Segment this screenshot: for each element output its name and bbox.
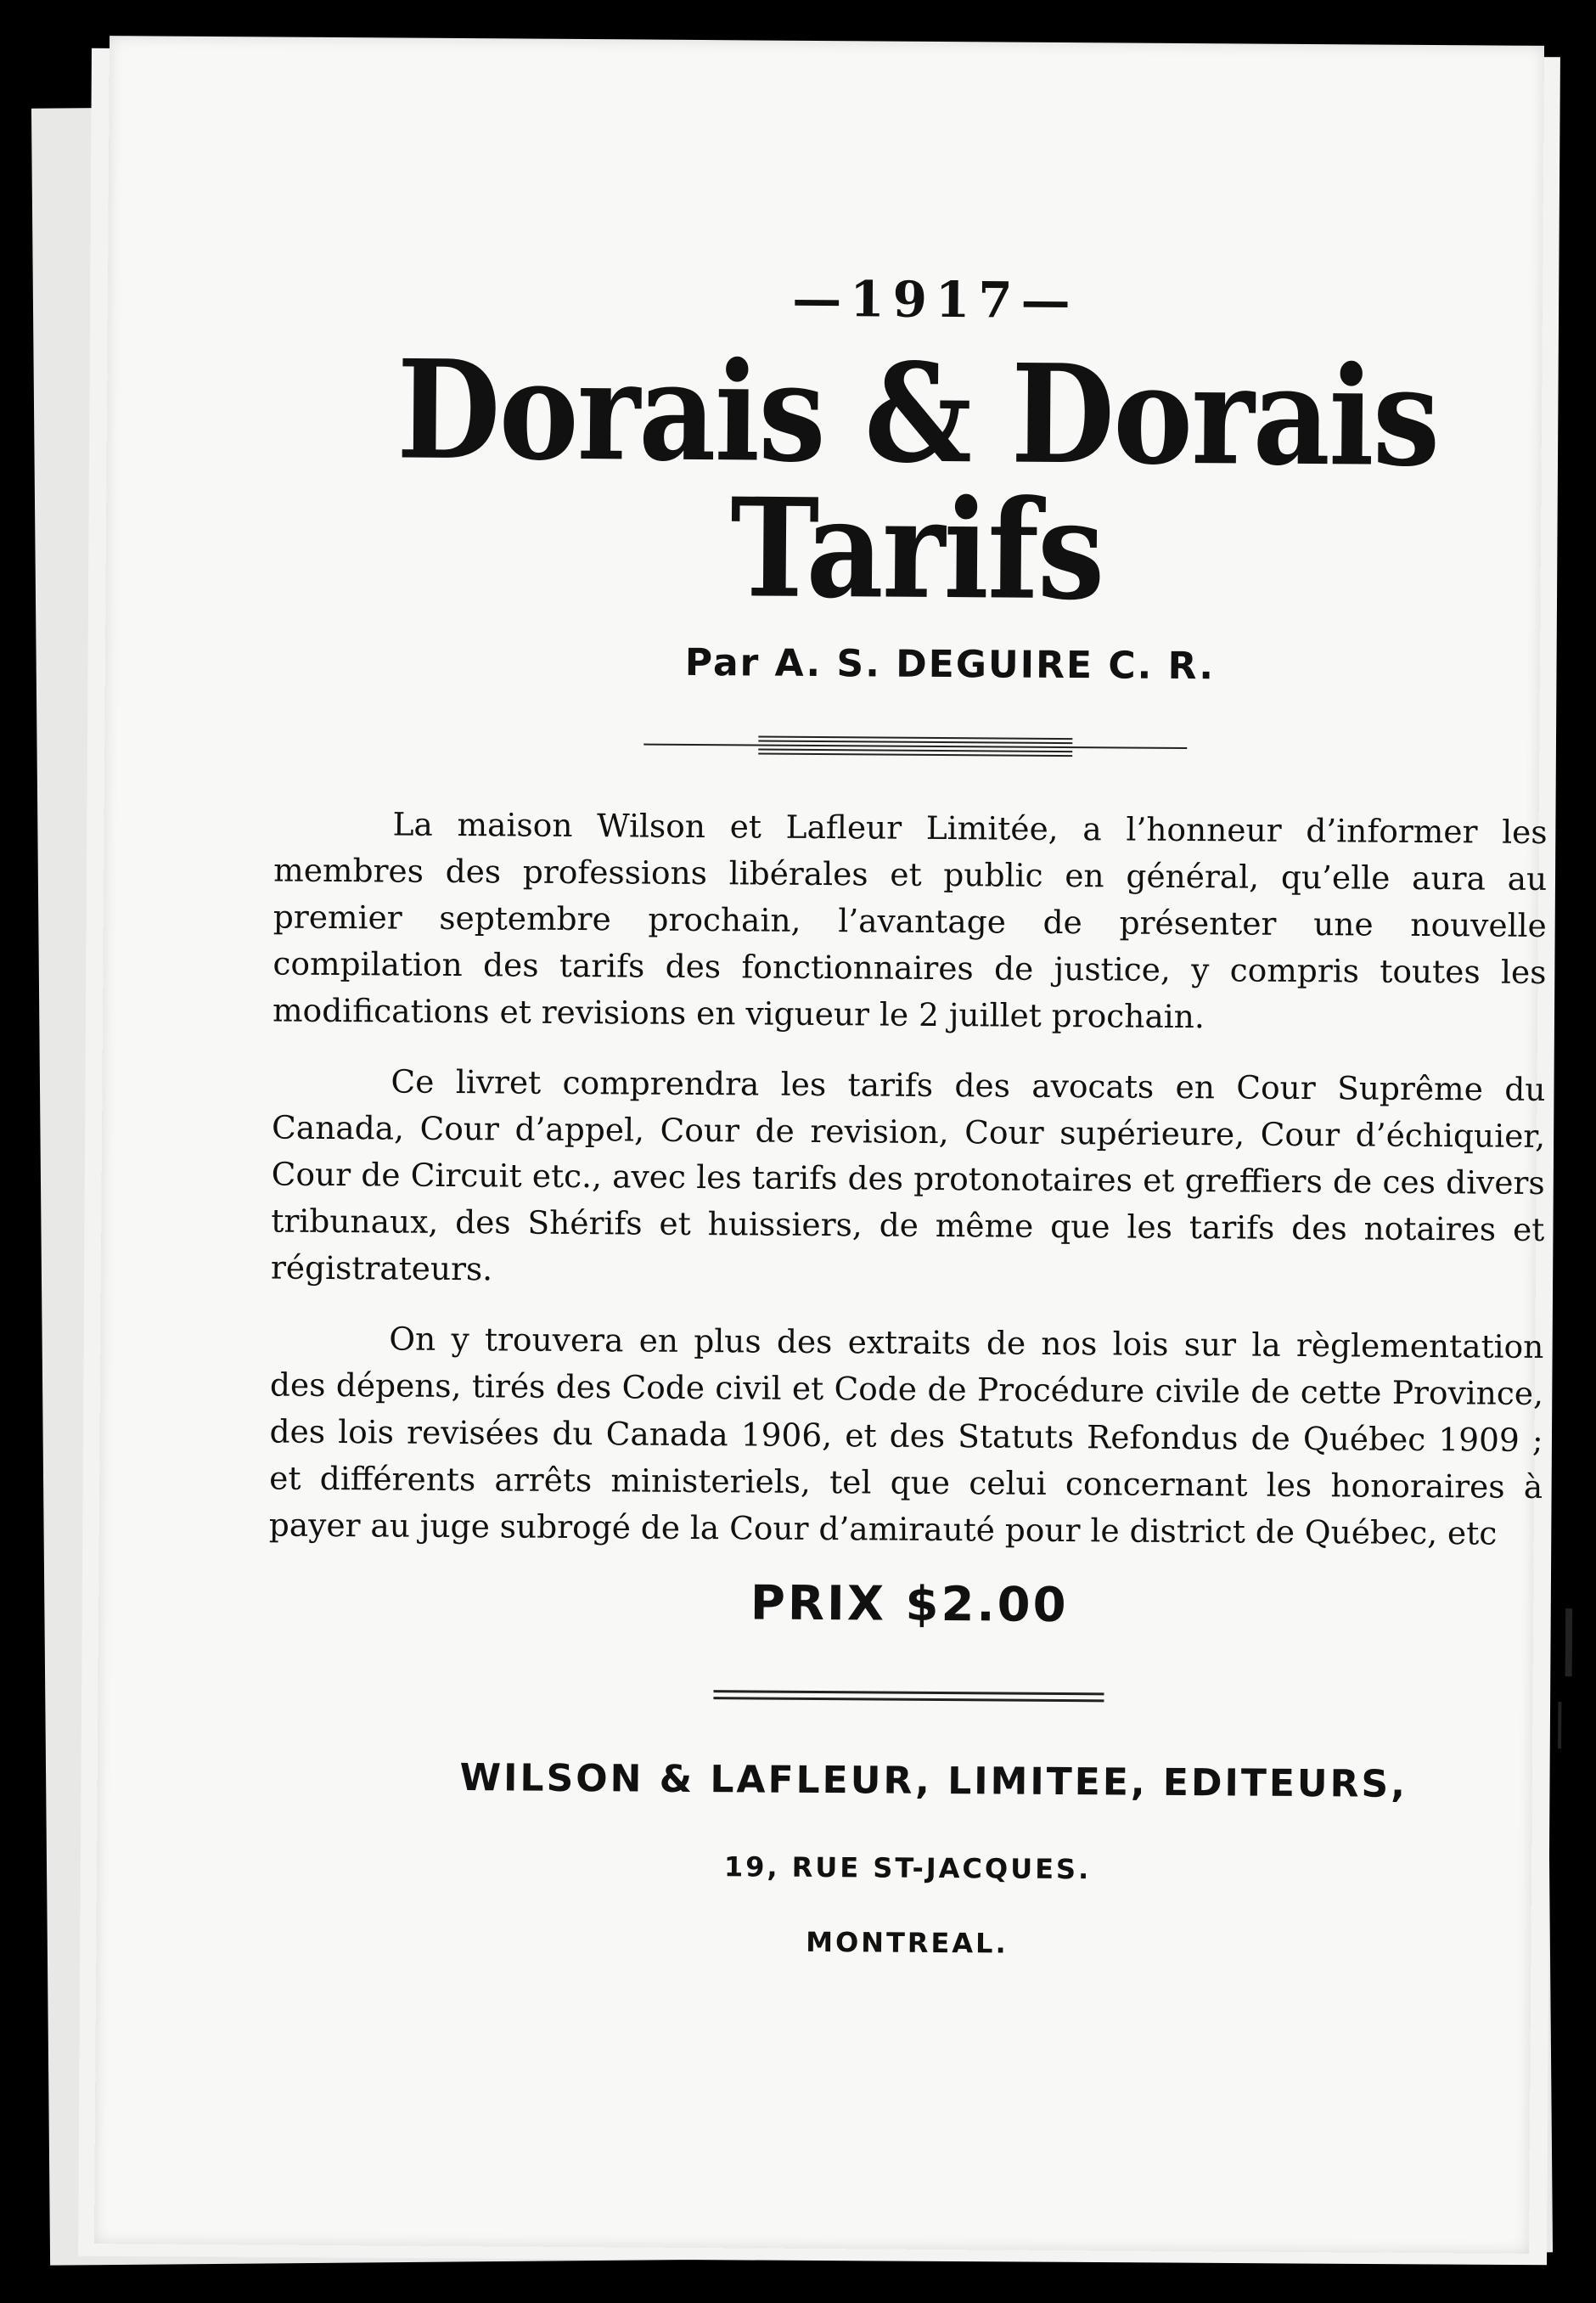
page-edge-mark: [1565, 1608, 1573, 1676]
announcement-paragraph: Ce livret comprendra les tarifs des avocats en Cour Suprême du Canada, Cour d’appel, Cour de revision, Cour supérieure, Cour d’échiquier, Cour de Circuit etc., avec les tarifs des protonotaires et greffiers de ces divers tribunaux, des Shérifs et huissiers, de même que les tarifs des notaires et régistrateurs.: [270, 1062, 1546, 1288]
price-label: PRIX $2.00: [750, 1575, 1069, 1634]
separator-line: [758, 752, 1072, 757]
separator-line: [713, 1697, 1104, 1702]
publisher-address: 19, RUE ST-JACQUES.: [723, 1850, 1092, 1886]
price-separator: [713, 1690, 1104, 1704]
title-separator: [643, 734, 1187, 757]
publisher-name: WILSON & LAFLEUR, LIMITEE, EDITEURS,: [459, 1756, 1408, 1806]
separator-line: [758, 735, 1072, 740]
announcement-paragraph: La maison Wilson et Lafleur Limitée, a l’honneur d’informer les membres des professions libérales et public en général, qu’elle aura au premier septembre prochain, l’avantage de présenter une nouvelle compilation des tarifs des fonctionnaires de justice, y compris toutes les modifications et revisions en vigueur le 2 juillet prochain.: [272, 805, 1548, 1036]
separator-line: [758, 740, 1072, 744]
front-page: [94, 36, 1548, 2254]
announcement-paragraph: On y trouvera en plus des extraits de nos lois sur la règlementation des dépens, tirés des Code civil et Code de Procédure civile de cette Province, des lois revisées du Canada 1906, et des Statuts Refondus de Québec 1909 ; et différents arrêts ministeriels, tel que celui concernant les honoraires à payer au juge subrogé de la Cour d’amirauté pour le district de Québec, etc: [268, 1320, 1544, 1552]
separator-line: [758, 748, 1072, 752]
announcement-body: [269, 801, 1556, 1558]
document-title: Dorais & Dorais Tarifs: [396, 329, 1440, 631]
document-author: Par A. S. DEGUIRE C. R.: [684, 640, 1216, 689]
page-edge-mark: [1558, 1702, 1561, 1748]
publisher-city: MONTREAL.: [806, 1925, 1009, 1960]
separator-line: [713, 1690, 1104, 1695]
document-year: —1917—: [791, 269, 1079, 330]
document-content: [266, 267, 1559, 1963]
separator-line: [643, 744, 1187, 749]
